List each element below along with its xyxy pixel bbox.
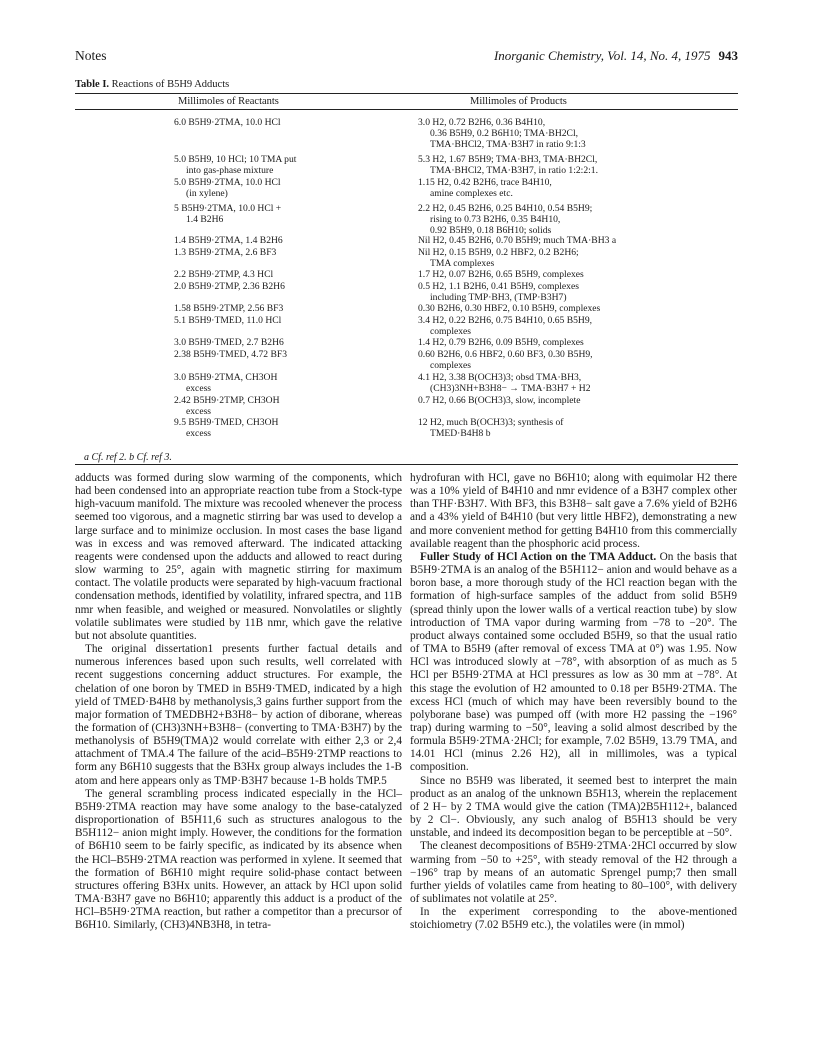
products-cell: [418, 204, 748, 236]
paragraph: [410, 551, 737, 775]
products-line: 1.15 H2, 0.42 B2H6, trace B4H10,: [418, 177, 552, 188]
products-line: complexes: [430, 325, 472, 337]
reactants-cell: [174, 350, 394, 361]
table-caption: [75, 79, 229, 90]
paragraph: The cleanest decompositions of B5H9·2TMA·2HCl occurred by slow warming from −50 to +25°, with steady removal of the H2 through a −196° trap by means of an automatic Sprengel pump;7 then small further yields of volatiles came from heating to 80–100°, with delivery of sublimates not volatile at 25°.: [410, 840, 737, 905]
reactants-cell: [174, 155, 394, 177]
products-cell: [418, 270, 748, 281]
products-line: 0.7 H2, 0.66 B(OCH3)3, slow, incomplete: [418, 395, 581, 406]
reactants-line: 3.0 B5H9·2TMA, CH3OH: [174, 372, 278, 383]
section-heading: Fuller Study of HCl Action on the TMA Adduct.: [420, 550, 657, 563]
paragraph: adducts was formed during slow warming of the components, which had been condensed into an appropriate reaction tube from a Stock-type high-vacuum manifold. The mixture was recooled whenever the process seemed too vigorous, and a magnetic stirring bar was used to develop a large surface and to minimize occlusion. In most cases the base ligand was in excess and was removed afterward. The indicated attacking reagents were condensed upon the adducts and allowed to react during slow warming to 25°, again with magnetic stirring for maximum contact. The volatile products were separated by high-vacuum fractional condensation methods, identified by volatility, infrared spectra, and 11B nmr when feasible, and weighed or measured. Nonvolatiles or slightly volatile sublimates were studied by 11B nmr, which gave the relative but not absolute quantities.: [75, 472, 402, 642]
products-line: 4.1 H2, 3.38 B(OCH3)3; obsd TMA·BH3,: [418, 372, 582, 383]
paragraph: hydrofuran with HCl, gave no B6H10; along with equimolar H2 there was a 10% yield of B4H10 and nmr evidence of a B3H7 complex other than THF·B3H7. With BF3, this B3H8− salt gave a 7.6% yield of B2H6 and a 43% yield of B4H10 (but very little HBF2), demonstrating a new and more convenient method for getting B4H10 from this commercially available reagent than the phosphoric acid process.: [410, 472, 737, 550]
products-line: 3.0 H2, 0.72 B2H6, 0.36 B4H10,: [418, 117, 546, 128]
reactants-line: 6.0 B5H9·2TMA, 10.0 HCl: [174, 117, 281, 128]
reactants-line: 2.42 B5H9·2TMP, CH3OH: [174, 395, 280, 406]
products-cell: [418, 338, 748, 349]
table-rule-bottom: [75, 464, 738, 465]
table-rule-top: [75, 93, 738, 94]
reactants-line: 3.0 B5H9·TMED, 2.7 B2H6: [174, 337, 284, 348]
products-line: Nil H2, 0.15 B5H9, 0.2 HBF2, 0.2 B2H6;: [418, 247, 579, 258]
table-caption-text: Reactions of B5H9 Adducts: [111, 79, 230, 90]
paragraph: In the experiment corresponding to the above-mentioned stoichiometry (7.02 B5H9 etc.), the volatiles were (in mmol): [410, 906, 737, 932]
products-line: (CH3)3NH+B3H8− → TMA·B3H7 + H2: [430, 382, 591, 394]
reactants-cell: [174, 373, 394, 395]
products-line: complexes: [430, 359, 472, 371]
reactants-line: 1.3 B5H9·2TMA, 2.6 BF3: [174, 247, 277, 258]
products-cell: [418, 155, 748, 177]
products-cell: [418, 350, 748, 372]
reactants-cell: [174, 316, 394, 327]
reactants-line: 1.58 B5H9·2TMP, 2.56 BF3: [174, 303, 284, 314]
products-cell: [418, 304, 748, 315]
reactants-line: 2.0 B5H9·2TMP, 2.36 B2H6: [174, 281, 285, 292]
reactants-line: 2.2 B5H9·2TMP, 4.3 HCl: [174, 269, 274, 280]
products-line: Nil H2, 0.45 B2H6, 0.70 B5H9; much TMA·BH3 a: [418, 235, 617, 246]
paragraph: The original dissertation1 presents further factual details and numerous inferences based upon such results, well correlated with recent suggestions concerning adduct structures. For example, the chelation of one boron by TMED in B5H9·TMED, indicated by a high yield of TMED·B4H8 by methanolysis,3 gains further support from the major formation of TMEDBH2+B3H8− by action of diborane, whereas the formation of (CH3)3NH+B3H8− (converting to TMA·B3H7) by the methanolysis of B5H9(TMA)2 would correlate with either 2,3 or 2,4 attachment of TMA.4 The failure of the acid–B5H9·2TMP reactions to form any B6H10 suggests that the B3Hx group always includes the 1-B atom and here appears only as TMP·B3H7 because 1-B holds TMP.5: [75, 643, 402, 787]
table-rule-header: [75, 109, 738, 110]
reactants-line: excess: [186, 427, 212, 439]
running-head-journal: [494, 48, 738, 64]
reactants-cell: [174, 248, 394, 259]
products-line: 2.2 H2, 0.45 B2H6, 0.25 B4H10, 0.54 B5H9;: [418, 203, 593, 214]
running-head-section: Notes: [75, 48, 107, 63]
table-caption-label: Table I.: [75, 79, 110, 90]
products-line: amine complexes etc.: [430, 187, 513, 199]
products-cell: [418, 178, 748, 200]
reactants-cell: [174, 282, 394, 293]
products-line: 3.4 H2, 0.22 B2H6, 0.75 B4H10, 0.65 B5H9,: [418, 315, 593, 326]
reactants-line: 1.4 B2H6: [186, 213, 224, 225]
products-cell: [418, 282, 748, 304]
paragraph: The general scrambling process indicated especially in the HCl–B5H9·2TMA reaction may have some analogy to the base-catalyzed disproportionation of B5H11,6 such as structures analogous to the B5H112− anion might imply. However, the conditions for the formation of B6H10 seem to be fairly specific, as indicated by its absence when the HCl–B5H9·2TMA reaction was performed in xylene. It seemed that the formation of B6H10 might require solid-phase contact between structures offering B3Hx units. However, an attack by HCl upon solid TMA·B3H7 gave no B6H10; apparently this adduct is a product of the HCl–B5H9·2TMA reaction, but rather a competitor than a precursor of B6H10. Similarly, (CH3)4NB3H8, in tetra-: [75, 787, 402, 932]
reactants-cell: [174, 418, 394, 440]
products-line: including TMP·BH3, (TMP·B3H7): [430, 291, 567, 303]
products-line: 12 H2, much B(OCH3)3; synthesis of: [418, 417, 564, 428]
products-line: rising to 0.73 B2H6, 0.35 B4H10,: [430, 213, 561, 225]
reactants-line: into gas-phase mixture: [186, 164, 274, 176]
body-column-right: [410, 472, 737, 932]
products-line: TMA·BHCl2, TMA·B3H7 in ratio 9:1:3: [430, 138, 586, 150]
products-line: 0.30 B2H6, 0.30 HBF2, 0.10 B5H9, complexes: [418, 303, 601, 314]
products-cell: [418, 418, 748, 440]
products-line: 0.92 B5H9, 0.18 B6H10; solids: [430, 224, 552, 236]
column-header-products: Millimoles of Products: [470, 96, 567, 107]
reactants-cell: [174, 304, 394, 315]
products-cell: [418, 118, 748, 150]
products-cell: [418, 396, 748, 407]
reactants-line: 5.0 B5H9, 10 HCl; 10 TMA put: [174, 154, 297, 165]
paragraph: Since no B5H9 was liberated, it seemed best to interpret the main product as an analog of the unknown B5H13, wherein the replacement of 2 H− by 2 TMA would give the cation (TMA)2B5H112+, balanced by 2 Cl−. Obviously, any such analog of B5H13 should be very unstable, and indeed its decomposition began to be perceptible at −50°.: [410, 774, 737, 840]
journal-citation: Inorganic Chemistry, Vol. 14, No. 4, 1975: [493, 48, 711, 63]
reactants-cell: [174, 396, 394, 418]
paragraph-text: On the basis that B5H9·2TMA is an analog of the B5H112− anion and would behave as a boron base, a more thorough study of the HCl reaction began with the formation of high-surface samples of the adduct from solid B5H9 (spread thinly upon the lower walls of a vertical reaction tube) by slow introduction of TMA vapor during warming from −78 to −20°. The product always contained some occluded B5H9, so that the usual ratio of TMA to B5H9 (after removal of excess TMA at 0°) was 1.95. Now HCl was introduced slowly at −78°, with absorption of as much as 5 HCl per B5H9·2TMA at HCl pressures as low as 30 mm at −78°. At this stage the evolution of H2 amounted to 0.18 per B5H9·2TMA. The excess HCl (much of which may have been reversibly bound to the polyborane base) was pumped off (with more H2 passing the −196° trap) during warming to −50°, leaving a solid almost described by the formula B5H9·2TMA·2HCl; for example, 7.02 B5H9, 13.79 TMA, and 14.01 HCl (minus 2.26 H2), all in millimoles, was a typical composition.: [410, 550, 737, 774]
reactants-line: 2.38 B5H9·TMED, 4.72 BF3: [174, 349, 287, 360]
reactants-line: excess: [186, 382, 212, 394]
reactants-line: 5.0 B5H9·2TMA, 10.0 HCl: [174, 177, 281, 188]
reactants-cell: [174, 118, 394, 129]
products-cell: [418, 236, 748, 247]
products-line: TMA·BHCl2, TMA·B3H7, in ratio 1:2:2:1.: [430, 164, 598, 176]
products-cell: [418, 316, 748, 338]
products-line: 1.7 H2, 0.07 B2H6, 0.65 B5H9, complexes: [418, 269, 584, 280]
products-line: 0.36 B5H9, 0.2 B6H10; TMA·BH2Cl,: [430, 127, 579, 139]
reactants-line: excess: [186, 405, 212, 417]
body-column-left: [75, 472, 402, 932]
page-number: 943: [718, 48, 738, 63]
products-cell: [418, 248, 748, 270]
products-line: TMA complexes: [430, 257, 495, 269]
products-line: 1.4 H2, 0.79 B2H6, 0.09 B5H9, complexes: [418, 337, 584, 348]
reactants-cell: [174, 204, 394, 226]
reactants-line: 9.5 B5H9·TMED, CH3OH: [174, 417, 279, 428]
products-line: 5.3 H2, 1.67 B5H9; TMA·BH3, TMA·BH2Cl,: [418, 154, 598, 165]
products-line: TMED·B4H8 b: [430, 427, 491, 439]
reactants-line: (in xylene): [186, 187, 228, 199]
reactants-line: 5 B5H9·2TMA, 10.0 HCl +: [174, 203, 282, 214]
reactants-cell: [174, 236, 394, 247]
products-line: 0.60 B2H6, 0.6 HBF2, 0.60 BF3, 0.30 B5H9,: [418, 349, 593, 360]
reactants-cell: [174, 270, 394, 281]
reactants-cell: [174, 178, 394, 200]
reactants-cell: [174, 338, 394, 349]
products-cell: [418, 373, 748, 395]
products-line: 0.5 H2, 1.1 B2H6, 0.41 B5H9, complexes: [418, 281, 579, 292]
reactants-line: 1.4 B5H9·2TMA, 1.4 B2H6: [174, 235, 283, 246]
table-footnote: a Cf. ref 2. b Cf. ref 3.: [84, 452, 172, 463]
column-header-reactants: Millimoles of Reactants: [178, 96, 279, 107]
reactants-line: 5.1 B5H9·TMED, 11.0 HCl: [174, 315, 282, 326]
